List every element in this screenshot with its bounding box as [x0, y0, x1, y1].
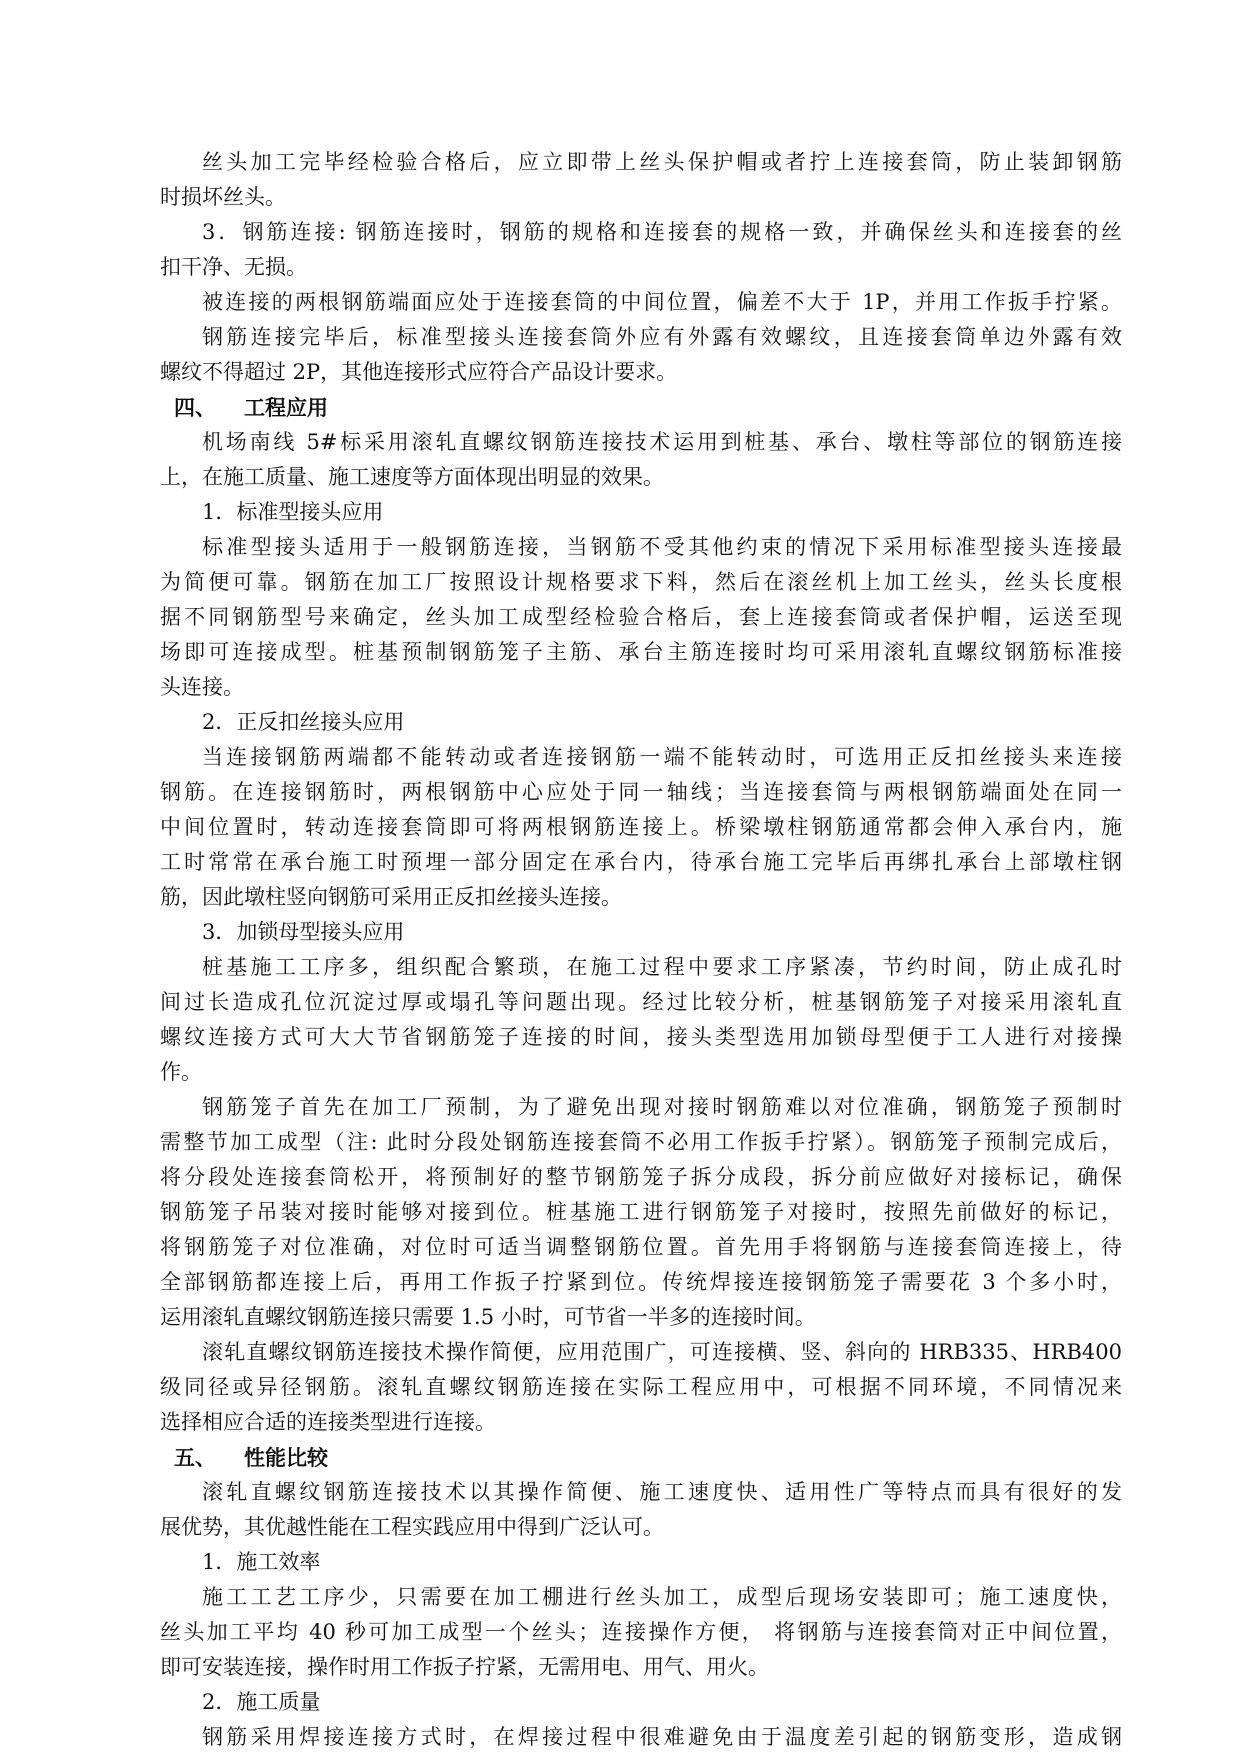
text-line: 标准型接头适用于一般钢筋连接，当钢筋不受其他约束的情况下采用标准型接头连接最 — [202, 535, 1122, 559]
text-line: 2．施工质量 — [202, 1690, 321, 1714]
text-line: 钢筋采用焊接连接方式时，在焊接过程中很难避免由于温度差引起的钢筋变形，造成钢 — [202, 1725, 1122, 1749]
text-line: 钢筋笼子吊装对接时能够对接到位。桩基施工进行钢筋笼子对接时，按照先前做好的标记， — [160, 1200, 1122, 1224]
section-heading — [160, 1440, 1122, 1475]
text-line: 选择相应合适的连接类型进行连接。 — [160, 1410, 496, 1434]
text-line: 施工工艺工序少，只需要在加工棚进行丝头加工，成型后现场安装即可；施工速度快， — [202, 1585, 1122, 1609]
text-line: 间过长造成孔位沉淀过厚或塌孔等问题出现。经过比较分析，桩基钢筋笼子对接采用滚轧直 — [160, 990, 1122, 1014]
text-line: 全部钢筋都连接上后，再用工作扳子拧紧到位。传统焊接连接钢筋笼子需要花 3 个多小时， — [160, 1270, 1122, 1294]
text-line: 头连接。 — [160, 675, 244, 699]
text-line: 筋，因此墩柱竖向钢筋可采用正反扣丝接头连接。 — [160, 885, 622, 909]
text-line: 丝头加工完毕经检验合格后，应立即带上丝头保护帽或者拧上连接套筒，防止装卸钢筋 — [202, 150, 1122, 174]
text-line: 为简便可靠。钢筋在加工厂按照设计规格要求下料，然后在滚丝机上加工丝头，丝头长度根 — [160, 570, 1122, 594]
text-line: 钢筋。在连接钢筋时，两根钢筋中心应处于同一轴线；当连接套筒与两根钢筋端面处在同一 — [160, 780, 1122, 804]
text-line: 被连接的两根钢筋端面应处于连接套筒的中间位置，偏差不大于 1P，并用工作扳手拧紧。 — [202, 290, 1122, 314]
text-line: 需整节加工成型（注: 此时分段处钢筋连接套筒不必用工作扳手拧紧）。钢筋笼子预制完成后， — [160, 1130, 1122, 1154]
section-number: 四、 — [174, 395, 216, 420]
text-line: 1．标准型接头应用 — [202, 500, 384, 524]
text-line: 1．施工效率 — [202, 1550, 321, 1574]
text-line: 滚轧直螺纹钢筋连接技术操作简便，应用范围广，可连接横、竖、斜向的 HRB335、HRB400 — [202, 1340, 1122, 1364]
section-heading — [160, 390, 1122, 425]
text-line: 将钢筋笼子对位准确，对位时可适当调整钢筋位置。首先用手将钢筋与连接套筒连接上，待 — [160, 1235, 1122, 1259]
section-title: 工程应用 — [244, 395, 328, 420]
document-body — [160, 145, 1122, 1755]
text-line: 螺纹不得超过 2P，其他连接形式应符合产品设计要求。 — [160, 360, 678, 384]
text-line: 将分段处连接套筒松开，将预制好的整节钢筋笼子拆分成段，拆分前应做好对接标记，确保 — [160, 1165, 1122, 1189]
text-line: 螺纹连接方式可大大节省钢筋笼子连接的时间，接头类型选用加锁母型便于工人进行对接操 — [160, 1025, 1122, 1049]
text-line: 钢筋笼子首先在加工厂预制，为了避免出现对接时钢筋难以对位准确，钢筋笼子预制时 — [202, 1095, 1122, 1119]
text-line: 丝头加工平均 40 秒可加工成型一个丝头；连接操作方便， 将钢筋与连接套筒对正中间位置， — [160, 1620, 1122, 1644]
section-title: 性能比较 — [244, 1445, 328, 1470]
text-line: 扣干净、无损。 — [160, 255, 307, 279]
text-line: 当连接钢筋两端都不能转动或者连接钢筋一端不能转动时，可选用正反扣丝接头来连接 — [202, 745, 1122, 769]
text-line: 机场南线 5#标采用滚轧直螺纹钢筋连接技术运用到桩基、承台、墩柱等部位的钢筋连接 — [202, 430, 1122, 454]
section-number: 五、 — [174, 1445, 216, 1470]
text-line: 作。 — [160, 1060, 202, 1084]
text-line: 3．加锁母型接头应用 — [202, 920, 405, 944]
text-line: 级同径或异径钢筋。滚轧直螺纹钢筋连接在实际工程应用中，可根据不同环境，不同情况来 — [160, 1375, 1122, 1399]
text-line: 中间位置时，转动连接套筒即可将两根钢筋连接上。桥梁墩柱钢筋通常都会伸入承台内，施 — [160, 815, 1122, 839]
text-line: 上，在施工质量、施工速度等方面体现出明显的效果。 — [160, 465, 664, 489]
text-line: 3．钢筋连接: 钢筋连接时，钢筋的规格和连接套的规格一致，并确保丝头和连接套的丝 — [202, 220, 1122, 244]
text-line: 工时常常在承台施工时预埋一部分固定在承台内，待承台施工完毕后再绑扎承台上部墩柱钢 — [160, 850, 1122, 874]
text-line: 时损坏丝头。 — [160, 185, 286, 209]
text-line: 滚轧直螺纹钢筋连接技术以其操作简便、施工速度快、适用性广等特点而具有很好的发 — [202, 1480, 1122, 1504]
text-line: 2．正反扣丝接头应用 — [202, 710, 405, 734]
text-line: 场即可连接成型。桩基预制钢筋笼子主筋、承台主筋连接时均可采用滚轧直螺纹钢筋标准接 — [160, 640, 1122, 664]
text-line: 桩基施工工序多，组织配合繁琐，在施工过程中要求工序紧凑，节约时间，防止成孔时 — [202, 955, 1122, 979]
text-line: 即可安装连接，操作时用工作扳子拧紧，无需用电、用气、用火。 — [160, 1655, 769, 1679]
text-line: 运用滚轧直螺纹钢筋连接只需要 1.5 小时，可节省一半多的连接时间。 — [160, 1305, 816, 1329]
text-line: 展优势，其优越性能在工程实践应用中得到广泛认可。 — [160, 1515, 664, 1539]
text-line: 据不同钢筋型号来确定，丝头加工成型经检验合格后，套上连接套筒或者保护帽，运送至现 — [160, 605, 1122, 629]
text-line: 钢筋连接完毕后，标准型接头连接套筒外应有外露有效螺纹，且连接套筒单边外露有效 — [202, 325, 1122, 349]
